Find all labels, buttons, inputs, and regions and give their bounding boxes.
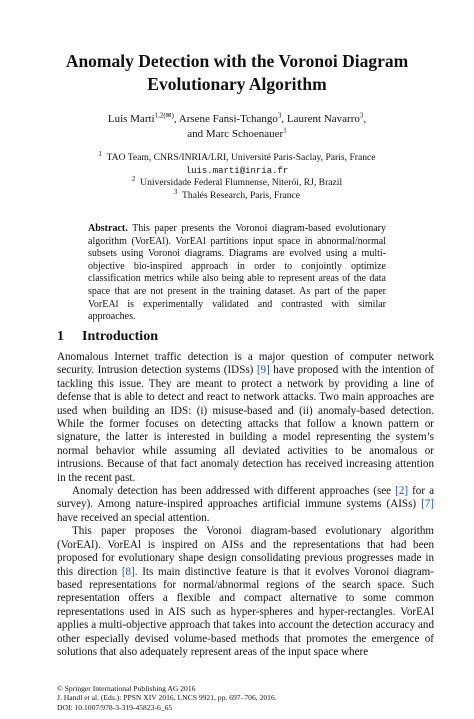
affiliation-3-number: 3 [173,187,178,196]
author-2: , Arsene Fansi-Tchango [173,113,278,125]
paper-title [40,50,434,96]
citation-link[interactable]: [7] [421,498,434,511]
copyright-line: © Springer International Publishing AG 2016 [57,684,196,693]
paragraph-1-text-b: have proposed with the intention of tackling this issue. They are meant to protect a network by providing a line of defense that is able to detect and react to network attacks. Two main approaches are used when building an IDS: (i) misuse-based and (ii) anomaly-based detection. While the former focuses on detecting attacks that follow a known pattern or signature, the latter is interested in building a model representing the system’s normal behavior while assuming all deviated activities to be anomalous or intrusions. Because of that fact anomaly detection has received increasing attention in the recent past. [57,364,434,484]
doi-line: DOI: 10.1007/978-3-319-45823-6_65 [57,702,173,712]
affiliation-1-text: TAO Team, CNRS/INRIA/LRI, Université Paris-Saclay, Paris, France [106,152,376,163]
author-1-affil: 1,2(✉) [154,111,174,120]
affiliation-2-text: Universidade Federal Flumnense, Niterói, RJ, Brazil [140,177,343,188]
citation-link[interactable]: [8] [121,565,135,578]
paragraph-2-text-b: for a survey). Among nature-inspired approaches artificial immune systems (AISs) [57,485,434,511]
author-4-affil: 1 [283,126,287,135]
affiliation-3-text: Thalés Research, Paris, France [182,189,301,201]
author-list [60,112,414,142]
author-3-affil: 3 [359,111,364,120]
paragraph-3-text-b: . Its main distinctive feature is that it evolves Voronoi diagram-based representations for normal/abnormal regions of the search space. Such representation offers a flexible and compact alternative to some common representations used in AIS such as hyper-spheres and hyper-rectangles. VorEAl applies a multi-objective approach that takes into account the detection accuracy and other especially devised volume-based methods that promotes the emergence of solutions that also adequately represent areas of the input space where [57,565,434,658]
paragraph-3 [57,525,434,659]
paragraph-2 [57,485,434,525]
affiliation-3 [60,187,414,203]
section-body [57,351,434,659]
abstract-text: This paper presents the Voronoi diagram-based evolutionary algorithm (VorEAl). VorEAl partitions input space in abnormal/normal subsets using Voronoi diagrams. Diagrams are evolved using a multi-objective bio-inspired approach in order to conjointly optimize classification metrics while also being able to represent areas of the data space that are not present in the training dataset. As part of the paper VorEAl is experimentally validated and contrasted with similar approaches. [88,223,386,323]
author-email[interactable]: luis.marti@inria.fr [185,165,289,176]
paragraph-2-text-c: have received an special attention. [57,511,210,524]
author-3: , Laurent Navarro [281,113,360,125]
section-title: Introduction [82,329,158,344]
author-1: Luis Martí [107,113,155,125]
author-separator: , [363,113,367,125]
paragraph-1 [57,351,434,485]
authors-line-1 [60,112,414,127]
abstract [88,223,386,324]
affiliation-2-number: 2 [131,174,136,183]
title-line-2: Evolutionary Algorithm [147,74,327,94]
abstract-label: Abstract. [88,223,128,234]
citation-link[interactable]: [9] [256,364,270,377]
section-heading [57,329,176,345]
paragraph-1-text-a: Anomalous Internet traffic detection is a major question of computer network security. Intrusion detection systems (IDSs) [57,351,434,377]
author-2-affil: 3 [277,111,282,120]
publication-footer [57,684,277,712]
authors-line-2 [60,127,414,142]
affiliation-1-number: 1 [98,149,102,158]
affiliation-2 [60,174,414,190]
citation-link[interactable]: [2] [395,485,409,498]
proceedings-line: J. Handl et al. (Eds.): PPSN XIV 2016, LNCS 9921, pp. 697–706, 2016. [57,693,277,703]
paragraph-2-text-a: Anomaly detection has been addressed with different approaches (see [72,485,396,498]
section-number: 1 [57,329,64,344]
affiliation-1 [60,149,414,165]
paragraph-3-text-a: This paper proposes the Voronoi diagram-based evolutionary algorithm (VorEAl). VorEAl is inspired on AISs and the representations that had been proposed for evolutionary shape design consolidating previous progresses made in this direction [57,525,434,578]
affiliations [60,149,414,202]
title-line-1: Anomaly Detection with the Voronoi Diagram [65,51,409,71]
author-4: and Marc Schoenauer [187,128,284,140]
